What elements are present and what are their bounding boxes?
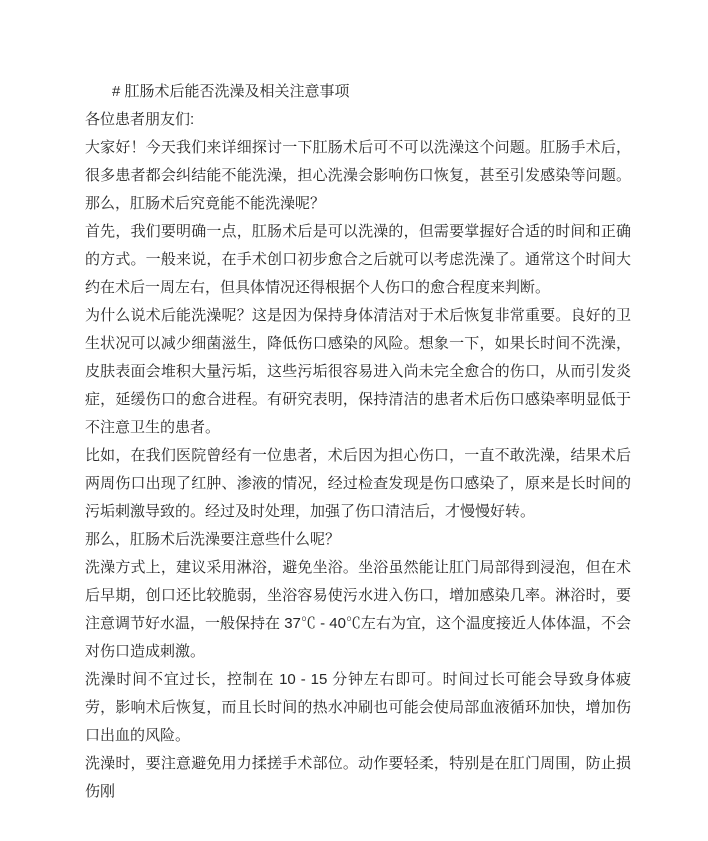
paragraph-intro: 大家好！今天我们来详细探讨一下肛肠术后可不可以洗澡这个问题。肛肠手术后，很多患者都会纠结能不能洗澡，担心洗澡会影响伤口恢复，甚至引发感染等问题。那么，肛肠术后究竟能不能洗澡呢？ xyxy=(85,139,631,212)
paragraph-salutation: 各位患者朋友们: xyxy=(85,111,195,128)
paragraph-gentle-washing: 洗澡时，要注意避免用力揉搓手术部位。动作要轻柔，特别是在肛门周围，防止损伤刚 xyxy=(85,755,631,800)
paragraph-question-precautions: 那么，肛肠术后洗澡要注意些什么呢？ xyxy=(85,531,341,548)
paragraph-shower-method: 洗澡方式上，建议采用淋浴，避免坐浴。坐浴虽然能让肛门局部得到浸泡，但在术后早期，创口还比较脆弱，坐浴容易使污水进入伤口，增加感染几率。淋浴时，要注意调节好水温，一般保持在 37℃ - 40℃左右为宜，这个温度接近人体体温，不会对伤口造成刺激。 xyxy=(85,559,631,660)
paragraph-case-example: 比如，在我们医院曾经有一位患者，术后因为担心伤口，一直不敢洗澡，结果术后两周伤口出现了红肿、渗液的情况，经过检查发现是伤口感染了，原来是长时间的污垢刺激导致的。经过及时处理，加强了伤口清洁后，才慢慢好转。 xyxy=(85,447,631,520)
document-title: # 肛肠术后能否洗澡及相关注意事项 xyxy=(112,83,350,100)
paragraph-why-bathe: 为什么说术后能洗澡呢？这是因为保持身体清洁对于术后恢复非常重要。良好的卫生状况可以减少细菌滋生，降低伤口感染的风险。想象一下，如果长时间不洗澡，皮肤表面会堆积大量污垢，这些污垢很容易进入尚未完全愈合的伤口，从而引发炎症，延缓伤口的愈合进程。有研究表明，保持清洁的患者术后伤口感染率明显低于不注意卫生的患者。 xyxy=(85,307,631,436)
paragraph-duration: 洗澡时间不宜过长，控制在 10 - 15 分钟左右即可。时间过长可能会导致身体疲劳，影响术后恢复，而且长时间的热水冲刷也可能会使局部血液循环加快，增加伤口出血的风险。 xyxy=(85,671,631,744)
document-page xyxy=(85,78,631,806)
paragraph-can-bathe: 首先，我们要明确一点，肛肠术后是可以洗澡的，但需要掌握好合适的时间和正确的方式。一般来说，在手术创口初步愈合之后就可以考虑洗澡了。通常这个时间大约在术后一周左右，但具体情况还得根据个人伤口的愈合程度来判断。 xyxy=(85,223,631,296)
